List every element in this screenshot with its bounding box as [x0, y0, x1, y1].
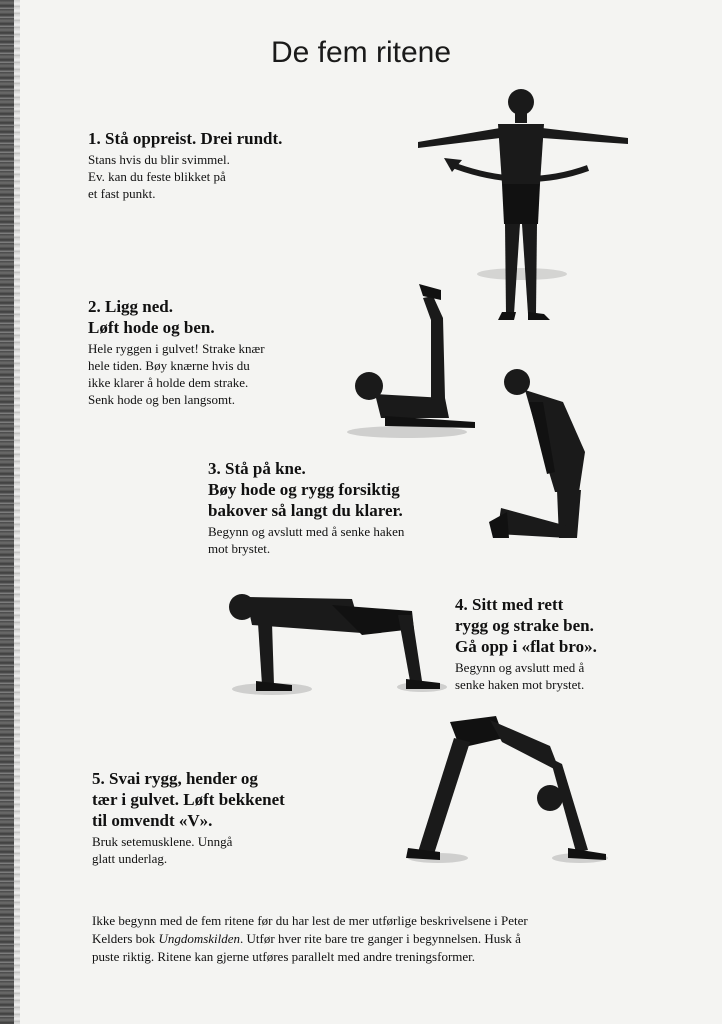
- rite-1-body-line: Ev. kan du feste blikket på: [88, 169, 226, 184]
- rite-3-body-line: Begynn og avslutt med å senke haken: [208, 524, 405, 539]
- rite-5-heading-line: 5. Svai rygg, hender og: [92, 769, 258, 788]
- rite-1-body: [88, 151, 282, 202]
- rite-3-body-line: mot brystet.: [208, 541, 271, 556]
- rite-5-body: [92, 833, 285, 867]
- rite-5-body-line: glatt underlag.: [92, 851, 168, 866]
- rite-4-heading-line: 4. Sitt med rett: [455, 595, 564, 614]
- rite-5-heading-line: til omvendt «V».: [92, 811, 213, 830]
- rite-3-heading-line: 3. Stå på kne.: [208, 459, 306, 478]
- book-title: Ungdomskilden: [158, 931, 241, 946]
- rite-2-body-line: hele tiden. Bøy knærne hvis du: [88, 358, 250, 373]
- inverted-v-figure-icon: [400, 712, 615, 870]
- page-title: De fem ritene: [270, 36, 452, 69]
- rite-4-body-line: Begynn og avslutt med å: [455, 660, 585, 675]
- leg-raise-figure-icon: [345, 278, 485, 443]
- rite-2-heading-line: Løft hode og ben.: [88, 318, 215, 337]
- rite-1-heading: [88, 128, 282, 149]
- rite-2-heading-line: 2. Ligg ned.: [88, 297, 174, 316]
- rite-1-body-line: Stans hvis du blir svimmel.: [88, 152, 230, 167]
- rite-4-body-line: senke haken mot brystet.: [455, 677, 585, 692]
- footer-line: [92, 930, 652, 948]
- rite-2-heading: [88, 296, 265, 338]
- rite-4-heading-line: rygg og strake ben.: [455, 616, 594, 635]
- rite-2-body-line: Senk hode og ben langsomt.: [88, 392, 235, 407]
- rite-4-heading-line: Gå opp i «flat bro».: [455, 637, 597, 656]
- rite-2-body: [88, 340, 265, 408]
- rite-3-body: [208, 523, 404, 557]
- scan-edge-shadow: [14, 0, 20, 1024]
- kneeling-backbend-figure-icon: [485, 362, 600, 547]
- table-bridge-figure-icon: [222, 585, 452, 700]
- rite-1-body-line: et fast punkt.: [88, 186, 156, 201]
- rite-1-heading-line: 1. Stå oppreist. Drei rundt.: [88, 129, 283, 148]
- rite-5: [92, 768, 285, 867]
- rite-2: [88, 296, 265, 408]
- footer-text: . Utfør hver rite bare tre ganger i begynnelsen. Husk å: [240, 931, 521, 946]
- rite-3-heading-line: Bøy hode og rygg forsiktig: [208, 480, 400, 499]
- rite-3-heading-line: bakover så langt du klarer.: [208, 501, 403, 520]
- footer-line: Ikke begynn med de fem ritene før du har lest de mer utførlige beskrivelsene i Peter: [92, 913, 528, 928]
- footer-line: puste riktig. Ritene kan gjerne utføres parallelt med andre treningsformer.: [92, 949, 476, 964]
- rite-5-body-line: Bruk setemusklene. Unngå: [92, 834, 233, 849]
- rite-5-heading-line: tær i gulvet. Løft bekkenet: [92, 790, 285, 809]
- footer-text: Kelders bok: [92, 931, 159, 946]
- rite-2-body-line: Hele ryggen i gulvet! Strake knær: [88, 341, 265, 356]
- rite-4-body: [455, 659, 597, 693]
- rite-4: [455, 594, 597, 693]
- rite-3: [208, 458, 404, 557]
- rite-3-heading: [208, 458, 404, 521]
- footer-note: [92, 912, 652, 966]
- rite-4-heading: [455, 594, 597, 657]
- rite-2-body-line: ikke klarer å holde dem strake.: [88, 375, 249, 390]
- scan-edge: [0, 0, 14, 1024]
- rite-5-heading: [92, 768, 285, 831]
- rite-1: [88, 128, 282, 202]
